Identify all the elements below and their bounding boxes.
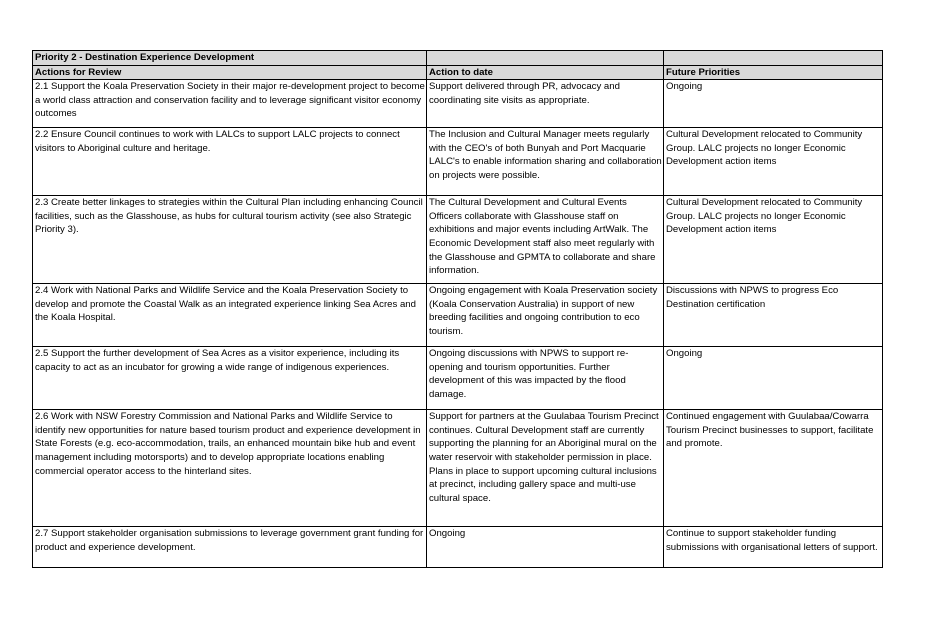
future-cell: Cultural Development relocated to Community Group. LALC projects no longer Economic Development action items [664, 196, 883, 284]
table-row [33, 80, 883, 128]
to-date-cell: The Inclusion and Cultural Manager meets regularly with the CEO's of both Bunyah and Port Macquarie LALC's to enable information sharing and collaboration on projects were possible. [427, 128, 664, 196]
action-cell: 2.4 Work with National Parks and Wildlife Service and the Koala Preservation Society to develop and promote the Coastal Walk as an integrated experience linking Sea Acres and the Koala Hospital. [33, 284, 427, 347]
title-row [33, 51, 883, 66]
table-row [33, 527, 883, 568]
action-cell: 2.6 Work with NSW Forestry Commission and National Parks and Wildlife Service to identify new opportunities for nature based tourism product and experience development in State Forests (e.g. eco-accommodation, trails, an enhanced mountain bike hub and event management including motorsports) and to develop appropriate locations enabling commercial operator access to the hinterland sites. [33, 410, 427, 527]
table-title: Priority 2 - Destination Experience Development [33, 51, 427, 66]
future-cell: Cultural Development relocated to Community Group. LALC projects no longer Economic Development action items [664, 128, 883, 196]
action-cell: 2.7 Support stakeholder organisation submissions to leverage government grant funding for product and experience development. [33, 527, 427, 568]
column-header-actions: Actions for Review [33, 65, 427, 80]
to-date-cell: Ongoing [427, 527, 664, 568]
column-header-future-priorities: Future Priorities [664, 65, 883, 80]
future-cell: Ongoing [664, 347, 883, 410]
header-row [33, 65, 883, 80]
action-cell: 2.2 Ensure Council continues to work with LALCs to support LALC projects to connect visitors to Aboriginal culture and heritage. [33, 128, 427, 196]
title-blank-cell [664, 51, 883, 66]
action-cell: 2.5 Support the further development of Sea Acres as a visitor experience, including its capacity to act as an incubator for growing a wide range of indigenous experiences. [33, 347, 427, 410]
priority-table [32, 50, 883, 568]
future-cell: Continued engagement with Guulabaa/Cowarra Tourism Precinct businesses to support, facilitate and promote. [664, 410, 883, 527]
to-date-cell: Support delivered through PR, advocacy and coordinating site visits as appropriate. [427, 80, 664, 128]
table-row [33, 196, 883, 284]
to-date-cell: Ongoing discussions with NPWS to support re-opening and tourism opportunities. Further development of this was impacted by the flood damage. [427, 347, 664, 410]
future-cell: Ongoing [664, 80, 883, 128]
table-row [33, 128, 883, 196]
future-cell: Continue to support stakeholder funding submissions with organisational letters of support. [664, 527, 883, 568]
to-date-cell: Ongoing engagement with Koala Preservation society (Koala Conservation Australia) in support of new breeding facilities and ongoing contribution to eco tourism. [427, 284, 664, 347]
action-cell: 2.3 Create better linkages to strategies within the Cultural Plan including enhancing Council facilities, such as the Glasshouse, as hubs for cultural tourism activity (see also Strategic Priority 3). [33, 196, 427, 284]
to-date-cell: The Cultural Development and Cultural Events Officers collaborate with Glasshouse staff on exhibitions and major events including ArtWalk. The Economic Development staff also meet regularly with the Glasshouse and GPMTA to collaborate and share information. [427, 196, 664, 284]
to-date-cell: Support for partners at the Guulabaa Tourism Precinct continues. Cultural Development staff are currently supporting the planning for an Aboriginal mural on the water reservoir with stakeholder permission in place. Plans in place to support upcoming cultural inclusions at precinct, including gallery space and multi-use cultural space. [427, 410, 664, 527]
table-row [33, 347, 883, 410]
column-header-action-to-date: Action to date [427, 65, 664, 80]
title-blank-cell [427, 51, 664, 66]
table-row [33, 410, 883, 527]
action-cell: 2.1 Support the Koala Preservation Society in their major re-development project to become a world class attraction and conservation facility and to leverage significant visitor economy outcomes [33, 80, 427, 128]
table-row [33, 284, 883, 347]
future-cell: Discussions with NPWS to progress Eco Destination certification [664, 284, 883, 347]
